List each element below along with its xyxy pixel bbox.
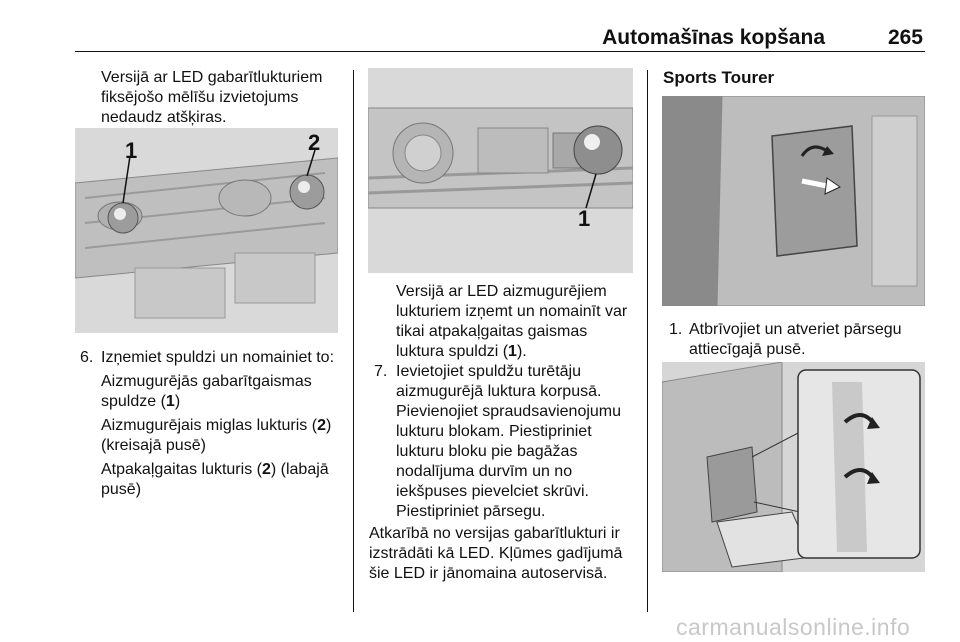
step-6-item-3-line2: pusē)	[101, 481, 142, 498]
step-1-line: Atbrīvojiet un atveriet pārsegu	[689, 321, 902, 338]
watermark: carmanualsonline.info	[676, 614, 911, 640]
step-6-item-2: Aizmugurējais miglas lukturis (2)	[101, 417, 332, 434]
step-7-number: 7.	[374, 363, 388, 380]
led-service-note-line: izstrādāti kā LED. Kļūmes gadījumā	[369, 545, 623, 562]
callout-1: 1	[578, 206, 591, 231]
callout-2: 2	[308, 130, 321, 155]
led-rear-light-figure	[368, 68, 633, 273]
column-divider-1	[353, 70, 354, 612]
col1-intro-line: Versijā ar LED gabarītlukturiem	[101, 69, 323, 86]
led-note-line: tikai atpakaļgaitas gaismas	[396, 323, 588, 340]
trunk-cover-figure	[662, 96, 925, 306]
step-6-number: 6.	[80, 349, 94, 366]
led-note-line: lukturiem izņemt un nomainīt var	[396, 303, 628, 320]
step-7-line: Piestipriniet pārsegu.	[396, 503, 546, 520]
step-7-line: iekšpuses pievelciet skrūvi.	[396, 483, 589, 500]
step-6-text: Izņemiet spuldzi un nomainiet to:	[101, 349, 335, 366]
step-6-item-1-line2: spuldze (1)	[101, 393, 181, 410]
led-note-line: Versijā ar LED aizmugurējiem	[396, 283, 607, 300]
callout-1: 1	[125, 138, 138, 163]
led-service-note-line: šie LED ir jānomaina autoservisā.	[369, 565, 608, 582]
cover-clips-illustration	[662, 362, 925, 572]
step-7-line: Pievienojiet spraudsavienojumu	[396, 403, 622, 420]
section-heading: Sports Tourer	[663, 68, 775, 87]
led-note-line: luktura spuldzi (1).	[396, 343, 527, 360]
col1-intro-line: fiksējošo mēlīšu izvietojums	[101, 89, 299, 106]
led-service-note-line: Atkarībā no versijas gabarītlukturi ir	[369, 525, 620, 542]
cover-clips-figure	[662, 362, 925, 572]
step-7-line: nodalījuma durvīm un no	[396, 463, 573, 480]
rear-light-bulbs-illustration	[75, 128, 338, 333]
trunk-cover-illustration	[662, 96, 925, 306]
step-6-item-1: Aizmugurējās gabarītgaismas	[101, 373, 312, 390]
step-7-line: lukturu bloku pie bagāžas	[396, 443, 578, 460]
step-1-number: 1.	[669, 321, 683, 338]
step-7-line: aizmugurējā luktura korpusā.	[396, 383, 602, 400]
header-rule	[75, 51, 925, 52]
page-header-title: Automašīnas kopšana	[602, 26, 825, 49]
step-6-item-2-line2: (kreisajā pusē)	[101, 437, 206, 454]
page-number: 265	[887, 26, 923, 49]
rear-light-bulbs-figure	[75, 128, 338, 333]
step-7-line: Ievietojiet spuldžu turētāju	[396, 363, 581, 380]
led-rear-light-illustration	[368, 68, 633, 273]
step-7-line: lukturu blokam. Piestipriniet	[396, 423, 592, 440]
step-1-line: attiecīgajā pusē.	[689, 341, 806, 358]
col1-intro-line: nedaudz atšķiras.	[101, 109, 227, 126]
step-6-item-3: Atpakaļgaitas lukturis (2) (labajā	[101, 461, 329, 478]
column-divider-2	[647, 70, 648, 612]
